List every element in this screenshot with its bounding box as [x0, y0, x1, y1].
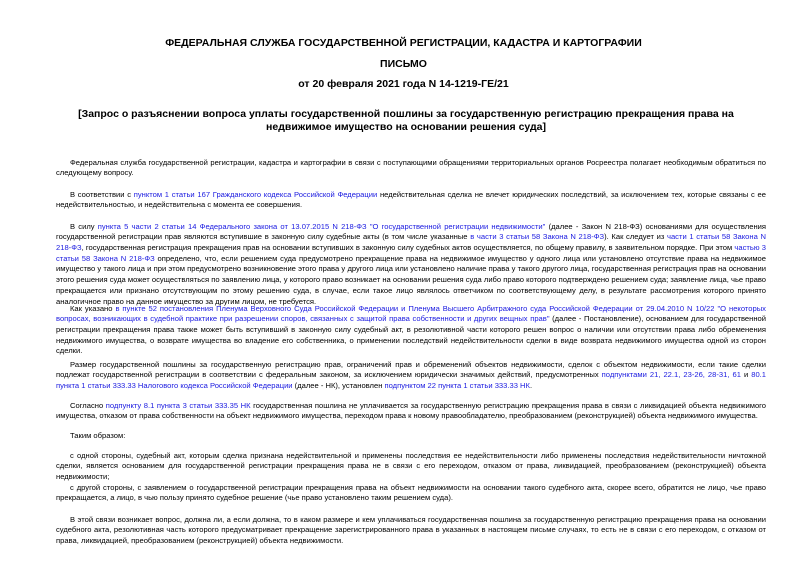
document-subject: [Запрос о разъяснении вопроса уплаты государственной пошлины за государственную регистрацию прекращения права на недвижимое имущество на основании решения суда]	[78, 108, 734, 133]
document-type: ПИСЬМО	[380, 58, 427, 70]
link-nk-80-1[interactable]: 80.1 пункта 1 статьи 333.33 Налогового кодекса Российской Федерации	[56, 370, 766, 390]
paragraph-civil-code: В соответствии с пунктом 1 статьи 167 Гражданского кодекса Российской Федерации недействительная сделка не влечет юридических последствий, за исключением тех, которые связаны с ее недействительностью, и недействительна с момента ее совершения.	[56, 189, 766, 210]
paragraph-fee-exemption: Согласно подпункту 8.1 пункта 3 статьи 333.35 НК государственная пошлина не уплачивается за государственную регистрацию прекращения права в связи с ликвидацией объекта недвижимого имущества, отказом от права собственности на объект недвижимого имущества, переходом права к новому правообладателю, преобразованием (реконструкцией) объекта недвижимого имущества.	[56, 400, 767, 421]
link-law-218-art58-p1[interactable]: части 1 статьи 58 Закона N 218-ФЗ	[56, 232, 766, 252]
link-gk-167[interactable]: пунктом 1 статьи 167 Гражданского кодекса Российской Федерации	[133, 189, 378, 199]
paragraph-plenum: Как указано в пункте 52 постановления Пленума Верховного Суда Российской Федерации и Пленума Высшего Арбитражного суда Российской Федерации от 29.04.2010 N 10/22 "О некоторых вопросах, возникающих в судебной практике при разрешении споров, связанных с защитой права собственности и других вещных прав" (далее - Постановление), основанием для государственной регистрации прекращения права также может быть вступивший в законную силу судебный акт, в резолютивной части которого решен вопрос о наличии или отсутствии права либо обременения недвижимого имущества, о возврате имущества во владение его собственника, о применении последствий недействительности сделки в виде возврата недвижимого имущества одной из сторон сделки.	[56, 303, 766, 356]
link-plenum-52[interactable]: в пункте 52 постановления Пленума Верховного Суда Российской Федерации и Пленума Высшего Арбитражного суда Российской Федерации от 29.04.2010 N 10/22 "О некоторых вопросах, возникающих в судебной практике при разрешении споров, связанных с защитой права собственности и других вещных прав"	[56, 303, 766, 324]
paragraph-law-218: В силу пункта 5 части 2 статьи 14 Федерального закона от 13.07.2015 N 218-ФЗ "О государственной регистрации недвижимости" (далее - Закон N 218-ФЗ) основаниями для осуществления государственной регистрации прав являются вступившие в законную силу судебные акты (в том числе указанные в части 3 статьи 58 Закона N 218-ФЗ). Как следует из части 1 статьи 58 Закона N 218-ФЗ, государственная регистрация прекращения прав на основании вступивших в законную силу судебных актов осуществляется, по общему правилу, в заявительном порядке. При этом частью 3 статьи 58 Закона N 218-ФЗ определено, что, если решением суда предусмотрено прекращение права на недвижимое имущество у одного лица или установлено отсутствие права на недвижимое имущество у такого лица и при этом предусмотрено возникновение этого права у другого лица или установлено наличие права у такого другого лица, государственная регистрация прав на основании этого решения суда может осуществляться по заявлению лица, у которого право возникает на основании решения суда либо право которого подтверждено решением суда; заявление лица, чье право прекращается или признано отсутствующим по этому решению суда, в случае, если такое лицо являлось ответчиком по соответствующему делу, в результате рассмотрения которого принято аналогичное право на данное имущество за другим лицом, не требуется.	[56, 221, 766, 306]
paragraph-one-side: с одной стороны, судебный акт, которым сделка признана недействительной и применены последствия ее недействительности либо применены последствия недействительности ничтожной сделки, является основанием для государственной регистрации прекращения права не в связи с его переходом, отказом от права, ликвидацией, преобразованием (реконструкцией) объекта недвижимости;	[56, 450, 766, 481]
link-law-218-art14[interactable]: пункта 5 части 2 статьи 14 Федерального закона от 13.07.2015 N 218-ФЗ "О государственной регистрации недвижимости"	[97, 221, 546, 231]
link-nk-22[interactable]: подпунктом 22 пункта 1 статьи 333.33 НК	[384, 381, 530, 390]
link-law-218-art58-p3[interactable]: в части 3 статьи 58 Закона N 218-ФЗ	[470, 232, 605, 242]
document-date: от 20 февраля 2021 года N 14-1219-ГЕ/21	[298, 78, 509, 90]
link-nk-subparagraphs[interactable]: подпунктами 21, 22.1, 23-26, 28-31, 61	[601, 370, 741, 380]
paragraph-thus: Таким образом:	[70, 430, 126, 440]
link-law-218-art58-p3b[interactable]: частью 3 статьи 58 Закона N 218-ФЗ	[56, 243, 766, 263]
paragraph-other-side: с другой стороны, с заявлением о государственной регистрации прекращения права на объект недвижимости на основании такого судебного акта, скорее всего, обратится не лицо, чье право прекращается, а лицо, в чью пользу принято судебное решение (чье право установлено таким решением суда).	[56, 482, 766, 503]
paragraph-intro: Федеральная служба государственной регистрации, кадастра и картографии в связи с поступающими обращениями территориальных органов Росреестра полагает необходимым обратиться по следующему вопросу.	[56, 157, 766, 178]
paragraph-question: В этой связи возникает вопрос, должна ли, а если должна, то в каком размере и кем уплачиваться государственная пошлина за государственную регистрацию прекращения права на основании судебного акта, резолютивная часть которого предусматривает прекращение зарегистрированного права в указанных в настоящем письме случаях, то есть не в связи с его переходом, с отказом от права, ликвидацией, преобразованием (реконструкцией) объекта недвижимости.	[56, 514, 766, 545]
link-nk-8-1[interactable]: подпункту 8.1 пункта 3 статьи 333.35 НК	[105, 400, 251, 410]
paragraph-fee-size: Размер государственной пошлины за государственную регистрацию прав, ограничений прав и обременений объектов недвижимости, сделок с объектом недвижимости, если такие сделки подлежат государственной регистрации в соответствии с федеральным законом, за исключением юридически значимых действий, предусмотренных подпунктами 21, 22.1, 23-26, 28-31, 61 и 80.1 пункта 1 статьи 333.33 Налогового кодекса Российской Федерации (далее - НК), установлен подпунктом 22 пункта 1 статьи 333.33 НК.	[56, 359, 766, 390]
document-organization: ФЕДЕРАЛЬНАЯ СЛУЖБА ГОСУДАРСТВЕННОЙ РЕГИСТРАЦИИ, КАДАСТРА И КАРТОГРАФИИ	[165, 37, 642, 49]
